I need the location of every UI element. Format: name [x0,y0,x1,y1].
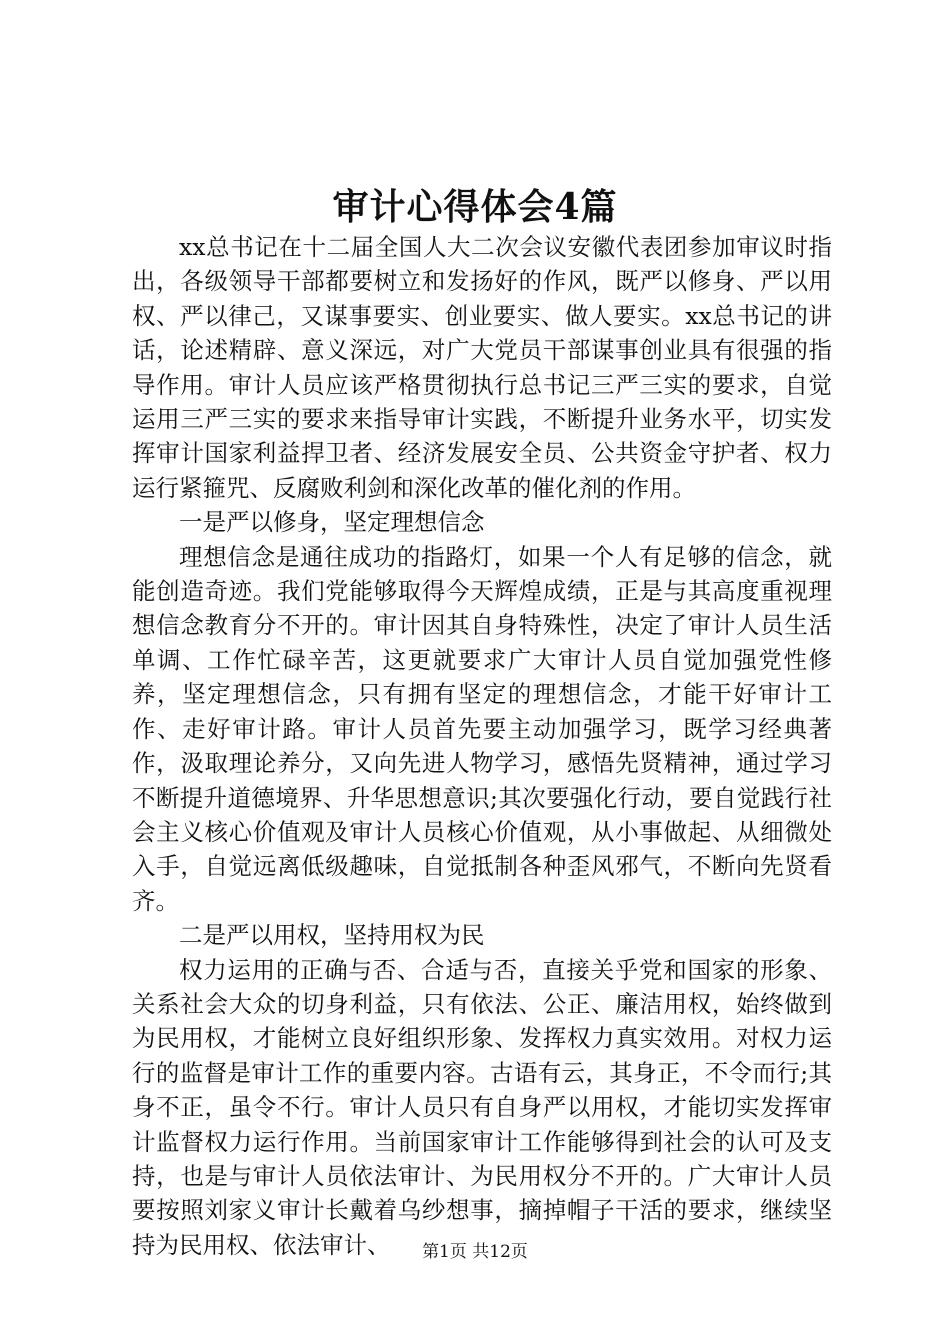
document-title: 审计心得体会4篇 [332,186,618,228]
section-heading-2: 二是严以用权，坚持用权为民 [179,921,485,950]
paragraph-section-2: 权力运用的正确与否、合适与否，直接关乎党和国家的形象、关系社会大众的切身利益，只有依法、公正、廉洁用权，始终做到为民用权，才能树立良好组织形象、发挥权力真实效用。对权力运行的监督是审计工作的重要内容。古语有云，其身正，不令而行;其身不正，虽令不行。审计人员只有自身严以用权，才能切实发挥审计监督权力运行作用。当前国家审计工作能够得到社会的认可及支持，也是与审计人员依法审计、为民用权分不开的。广大审计人员要按照刘家义审计长戴着乌纱想事，摘掉帽子干活的要求，继续坚持为民用权、依法审计、 [132,955,832,1259]
section-heading-1: 一是严以修身，坚定理想信念 [179,508,485,537]
paragraph-intro: xx总书记在十二届全国人大二次会议安徽代表团参加审议时指出，各级领导干部都要树立和发扬好的作风，既严以修身、严以用权、严以律己，又谋事要实、创业要实、做人要实。xx总书记的讲话，论述精辟、意义深远，对广大党员干部谋事创业具有很强的指导作用。审计人员应该严格贯彻执行总书记三严三实的要求，自觉运用三严三实的要求来指导审计实践，不断提升业务水平，切实发挥审计国家利益捍卫者、经济发展安全员、公共资金守护者、权力运行紧箍咒、反腐败利剑和深化改革的催化剂的作用。 [132,233,832,502]
document-body [132,230,832,1262]
paragraph-section-1: 理想信念是通往成功的指路灯，如果一个人有足够的信念，就能创造奇迹。我们党能够取得今天辉煌成绩，正是与其高度重视理想信念教育分不开的。审计因其自身特殊性，决定了审计人员生活单调、工作忙碌辛苦，这更就要求广大审计人员自觉加强党性修养，坚定理想信念，只有拥有坚定的理想信念，才能干好审计工作、走好审计路。审计人员首先要主动加强学习，既学习经典著作，汲取理论养分，又向先进人物学习，感悟先贤精神，通过学习不断提升道德境界、升华思想意识;其次要强化行动，要自觉践行社会主义核心价值观及审计人员核心价值观，从小事做起、从细微处入手，自觉远离低级趣味，自觉抵制各种歪风邪气，不断向先贤看齐。 [132,542,832,915]
page-number-footer: 第1页 共12页 [422,1242,528,1262]
